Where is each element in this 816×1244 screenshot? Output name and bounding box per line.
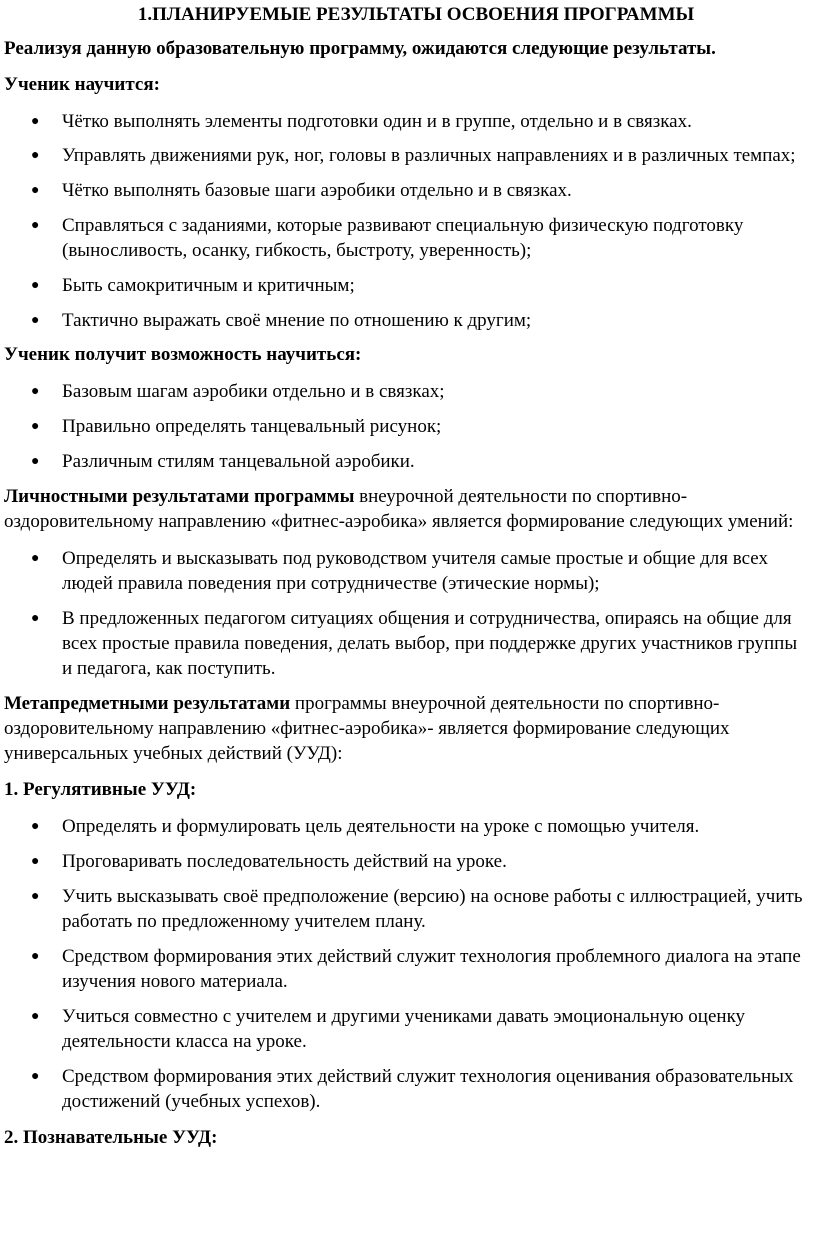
opportunity-heading: Ученик получит возможность научиться: (4, 344, 362, 365)
list-item (4, 308, 810, 333)
list-item-text: Различным стилям танцевальной аэробики. (62, 451, 415, 472)
meta-results-paragraph (4, 691, 810, 766)
bullet-icon: ● (31, 1009, 40, 1024)
bullet-icon: ● (31, 419, 40, 434)
meta-results-label: Метапредметными результатами (4, 693, 291, 714)
regulative-list (4, 814, 810, 1114)
list-item-text: Тактично выражать своё мнение по отношению к другим; (62, 310, 532, 331)
list-item-text: Определять и высказывать под руководством учителя самые простые и общие для всех людей правила поведения при сотрудничестве (этические нормы); (62, 548, 768, 594)
page-title: 1.ПЛАНИРУЕМЫЕ РЕЗУЛЬТАТЫ ОСВОЕНИЯ ПРОГРАММЫ (137, 4, 695, 25)
list-item (4, 379, 810, 404)
bullet-icon: ● (31, 454, 40, 469)
list-item-text: Справляться с заданиями, которые развивают специальную физическую подготовку (выносливость, осанку, гибкость, быстроту, уверенность); (62, 215, 744, 261)
cognitive-heading: 2. Познавательные УУД: (4, 1127, 218, 1148)
personal-results-paragraph (4, 484, 810, 534)
bullet-icon: ● (31, 1069, 40, 1084)
list-item-text: Чётко выполнять элементы подготовки один и в группе, отдельно и в связках. (62, 111, 692, 132)
list-item-text: Управлять движениями рук, ног, головы в различных направлениях и в различных темпах; (62, 145, 796, 166)
learn-heading: Ученик научится: (4, 74, 160, 95)
learn-list (4, 109, 810, 333)
list-item (4, 884, 810, 934)
regulative-heading: 1. Регулятивные УУД: (4, 779, 197, 800)
list-item (4, 143, 810, 168)
list-item (4, 1064, 810, 1114)
bullet-icon: ● (31, 819, 40, 834)
list-item (4, 109, 810, 134)
bullet-icon: ● (31, 218, 40, 233)
personal-results-text: внеурочной деятельности по спортивно-оздоровительному направлению «фитнес-аэробика» является формирование следующих умений: (4, 486, 794, 532)
meta-results-text: программы внеурочной деятельности по спортивно-оздоровительному направлению «фитнес-аэробика»- является формирование следующих универсальных учебных действий (УУД): (4, 693, 730, 764)
list-item (4, 849, 810, 874)
list-item-text: Учиться совместно с учителем и другими учениками давать эмоциональную оценку деятельности класса на уроке. (62, 1006, 746, 1052)
list-item (4, 178, 810, 203)
bullet-icon: ● (31, 611, 40, 626)
list-item-text: Базовым шагам аэробики отдельно и в связках; (62, 381, 445, 402)
list-item-text: Средством формирования этих действий служит технология проблемного диалога на этапе изучения нового материала. (62, 946, 801, 992)
list-item (4, 414, 810, 439)
bullet-icon: ● (31, 278, 40, 293)
list-item-text: Правильно определять танцевальный рисунок; (62, 416, 442, 437)
personal-results-label: Личностными результатами программы (4, 486, 355, 507)
list-item-text: Определять и формулировать цель деятельности на уроке с помощью учителя. (62, 816, 700, 837)
bullet-icon: ● (31, 384, 40, 399)
list-item (4, 814, 810, 839)
list-item-text: Средством формирования этих действий служит технология оценивания образовательных достижений (учебных успехов). (62, 1066, 794, 1112)
bullet-icon: ● (31, 889, 40, 904)
list-item-text: В предложенных педагогом ситуациях общения и сотрудничества, опираясь на общие для всех простые правила поведения, делать выбор, при поддержке других участников группы и педагога, как поступить. (62, 608, 798, 679)
list-item (4, 944, 810, 994)
bullet-icon: ● (31, 114, 40, 129)
bullet-icon: ● (31, 148, 40, 163)
list-item (4, 213, 810, 263)
bullet-icon: ● (31, 854, 40, 869)
list-item (4, 273, 810, 298)
bullet-icon: ● (31, 551, 40, 566)
list-item (4, 449, 810, 474)
list-item (4, 606, 810, 681)
list-item-text: Проговаривать последовательность действий на уроке. (62, 851, 507, 872)
list-item (4, 1004, 810, 1054)
personal-list (4, 546, 810, 681)
bullet-icon: ● (31, 313, 40, 328)
opportunity-list (4, 379, 810, 474)
list-item-text: Быть самокритичным и критичным; (62, 275, 355, 296)
intro-line: Реализуя данную образовательную программу, ожидаются следующие результаты. (4, 38, 716, 59)
bullet-icon: ● (31, 183, 40, 198)
list-item-text: Чётко выполнять базовые шаги аэробики отдельно и в связках. (62, 180, 572, 201)
list-item-text: Учить высказывать своё предположение (версию) на основе работы с иллюстрацией, учить работать по предложенному учителем плану. (62, 886, 803, 932)
bullet-icon: ● (31, 949, 40, 964)
list-item (4, 546, 810, 596)
